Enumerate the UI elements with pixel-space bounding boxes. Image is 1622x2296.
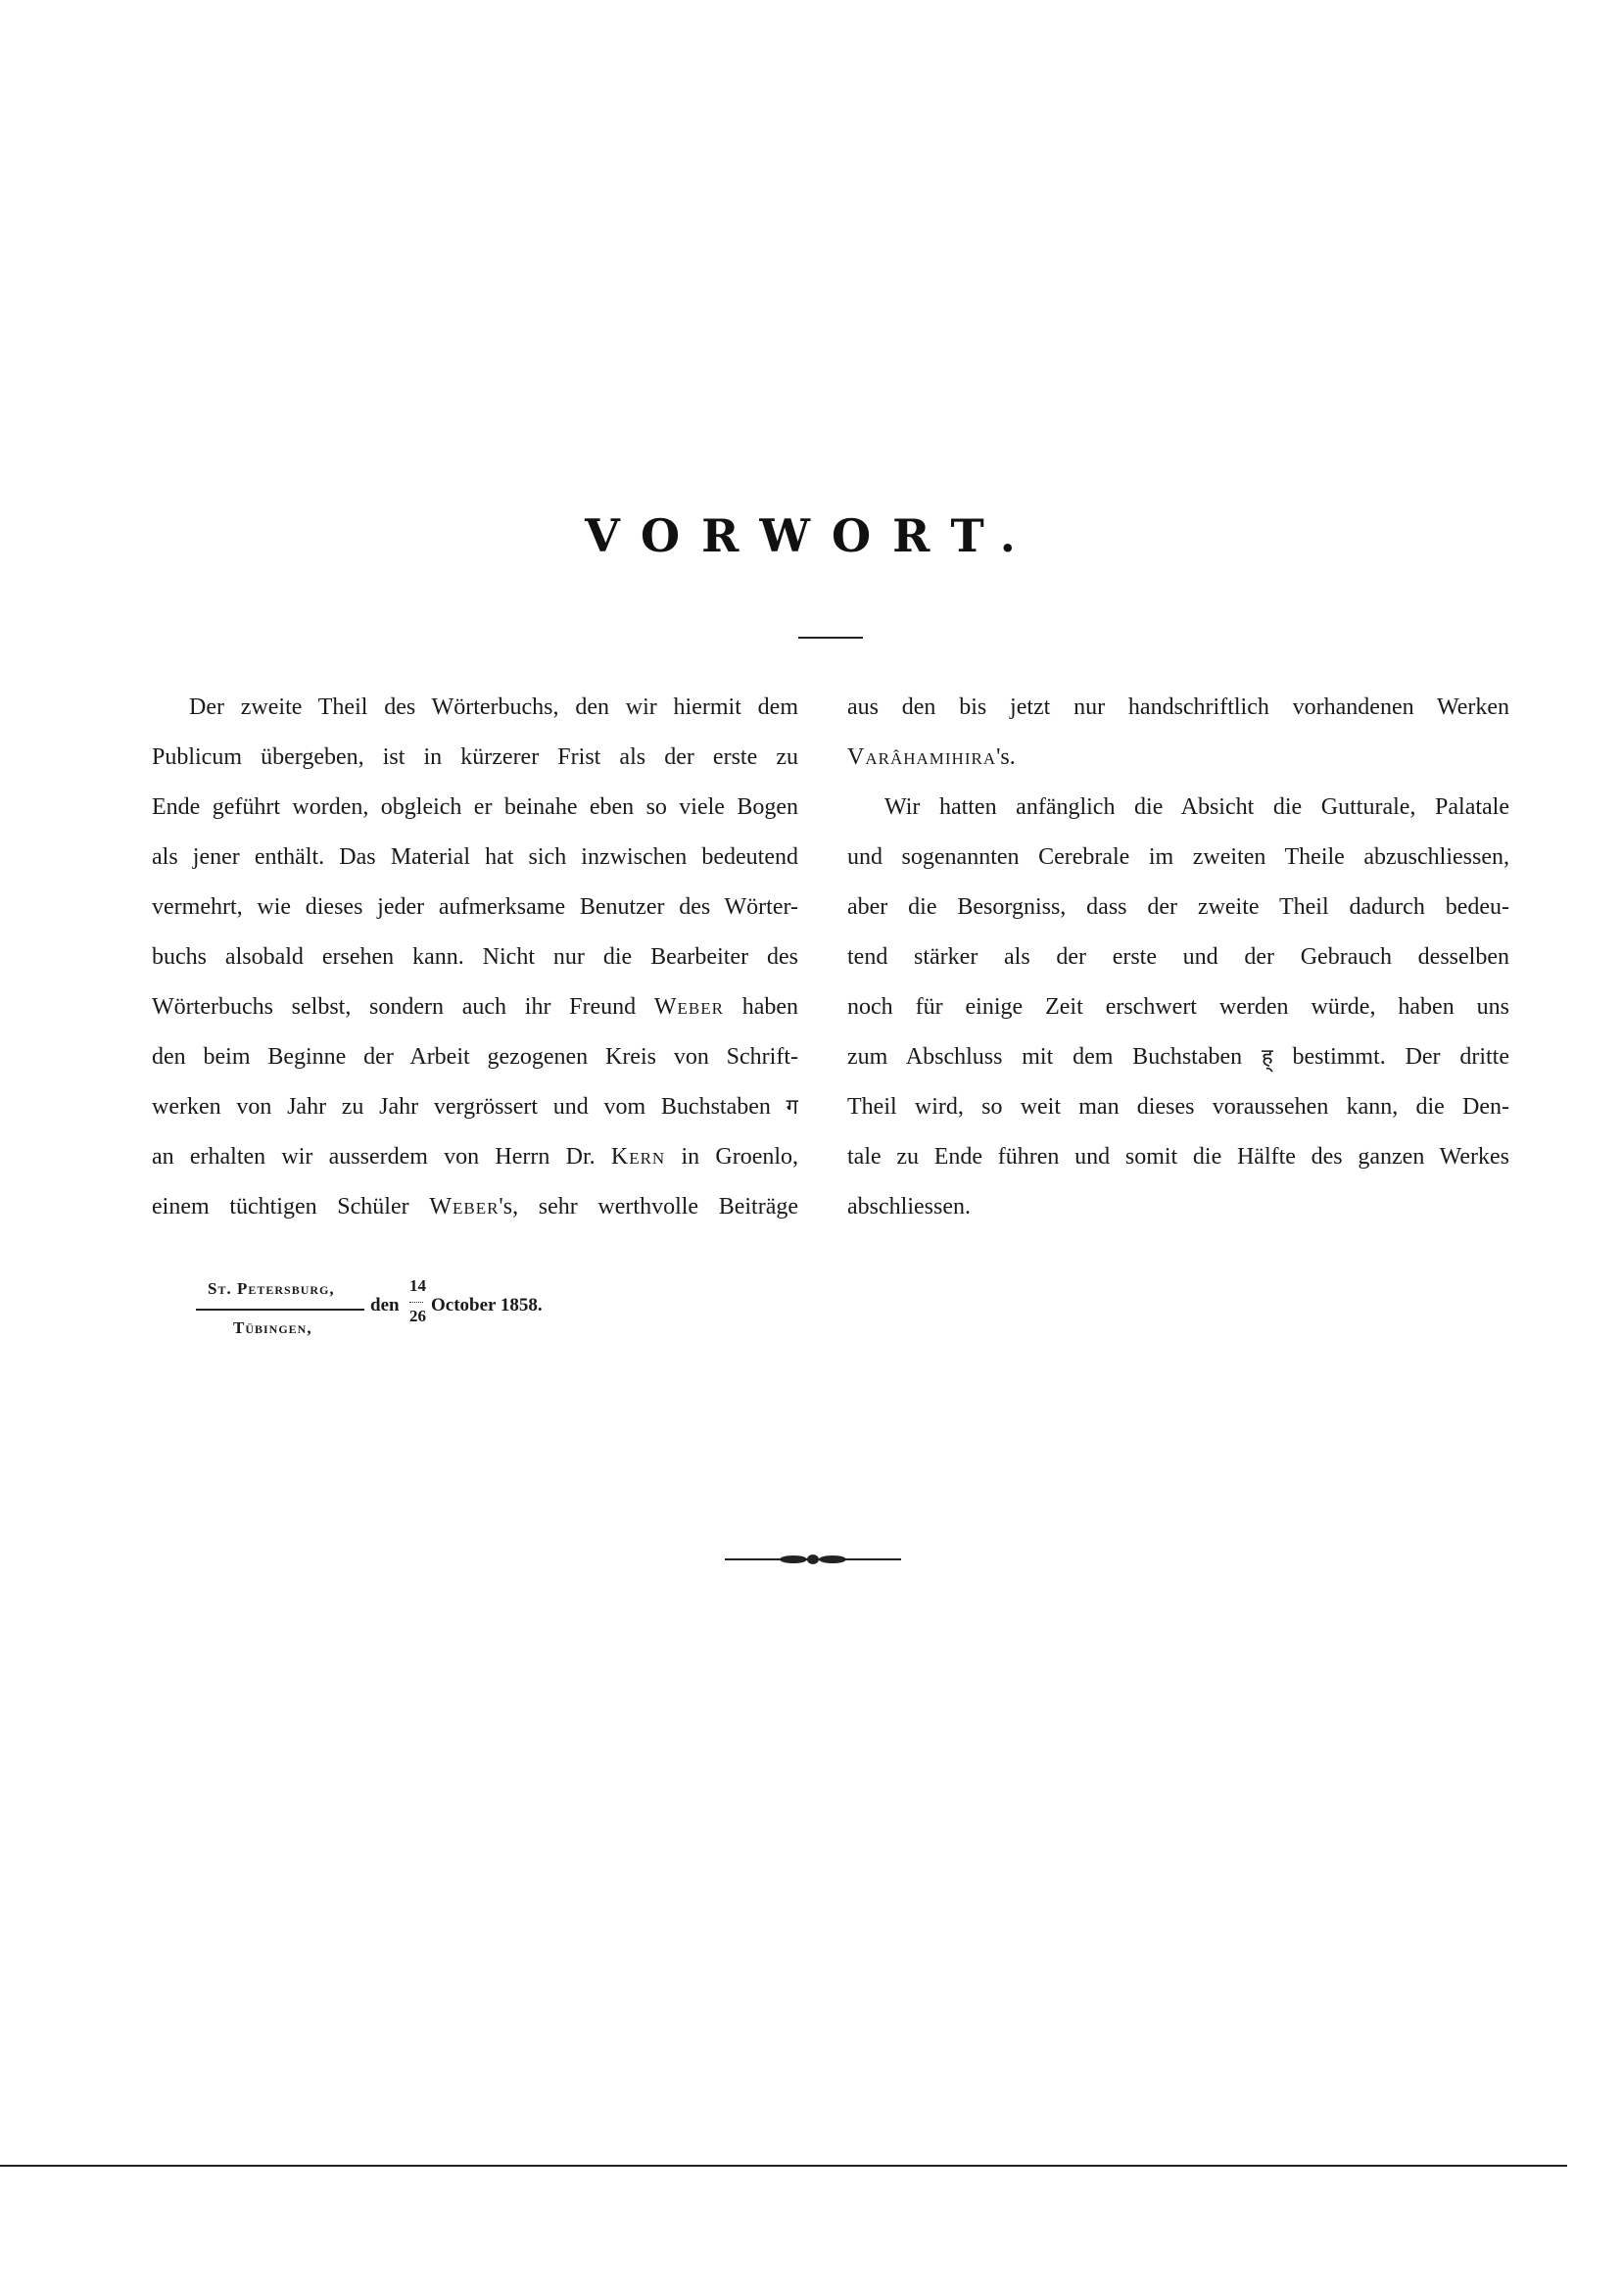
text-line: aus den bis jetzt nur handschriftlich vorhandenen Werken (847, 694, 1509, 720)
text-line: Ende geführt worden, obgleich er beinahe eben so viele Bogen (152, 794, 798, 820)
text-line: tend stärker als der erste und der Gebrauch desselben (847, 944, 1509, 970)
date-old-style-day: 14 (409, 1276, 426, 1295)
left-column (152, 683, 798, 1232)
text-line: noch für einige Zeit erschwert werden würde, haben uns (847, 994, 1509, 1020)
text-line: Wir hatten anfänglich die Absicht die Gutturale, Palatale (884, 794, 1509, 820)
text-line (152, 1182, 798, 1232)
text-line: Der zweite Theil des Wörterbuchs, den wir hiermit dem (189, 694, 798, 720)
signature-date: October 1858. (431, 1295, 543, 1315)
text-line: buchs alsobald ersehen kann. Nicht nur die Bearbeiter des (152, 944, 798, 970)
signature-place-tuebingen: Tübingen, (233, 1318, 312, 1337)
text-line: den beim Beginne der Arbeit gezogenen Kreis von Schrift- (152, 1044, 798, 1070)
signature-den: den (370, 1295, 400, 1315)
name-varahamihira: Varâhamihira (847, 744, 997, 770)
name-weber: Weber (429, 1194, 500, 1220)
date-fraction-bar (409, 1302, 423, 1303)
name-weber: Weber (653, 994, 724, 1020)
text-fragment: an erhalten wir ausserdem von Herrn Dr. (152, 1144, 596, 1170)
text-line: und sogenannten Cerebrale im zweiten Theile abzuschliessen, (847, 844, 1509, 870)
text-fragment: 's, sehr werthvolle Beiträge (499, 1194, 798, 1220)
text-line (847, 1032, 1509, 1082)
signature-place-petersburg: St. Petersburg, (208, 1279, 335, 1298)
signature-rule (196, 1309, 364, 1311)
text-line: Publicum übergeben, ist in kürzerer Frist als der erste zu (152, 744, 798, 770)
right-column (847, 683, 1509, 1232)
title-rule (798, 637, 863, 639)
devanagari-letter: ह् (1261, 1045, 1273, 1070)
text-fragment: bestimmt. Der dritte (1292, 1044, 1509, 1070)
text-line: tale zu Ende führen und somit die Hälfte des ganzen Werkes (847, 1144, 1509, 1170)
devanagari-letter: ग (786, 1095, 798, 1120)
text-fragment: einem tüchtigen Schüler (152, 1194, 409, 1220)
name-kern: Kern (610, 1144, 666, 1170)
text-line: als jener enthält. Das Material hat sich inzwischen bedeutend (152, 844, 798, 870)
text-fragment: in Groenlo, (681, 1144, 798, 1170)
text-fragment: haben (741, 994, 798, 1020)
ornament-divider (725, 1550, 901, 1569)
text-line (152, 1132, 798, 1182)
text-fragment: werken von Jahr zu Jahr vergrössert und vom Buchstaben (152, 1094, 771, 1120)
text-line: aber die Besorgniss, dass der zweite Theil dadurch bedeu- (847, 894, 1509, 920)
text-line: abschliessen. (847, 1194, 971, 1220)
text-line (152, 982, 798, 1032)
text-line (152, 1082, 798, 1132)
text-fragment: 's. (996, 744, 1016, 770)
date-new-style-day: 26 (409, 1307, 426, 1325)
text-fragment: zum Abschluss mit dem Buchstaben (847, 1044, 1243, 1070)
text-line: Theil wird, so weit man dieses voraussehen kann, die Den- (847, 1094, 1509, 1120)
text-line: vermehrt, wie dieses jeder aufmerksame Benutzer des Wörter- (152, 894, 798, 920)
text-fragment: Wörterbuchs selbst, sondern auch ihr Freund (152, 994, 637, 1020)
text-line (847, 733, 1509, 783)
page-title: VORWORT. (585, 509, 1037, 562)
page-bottom-rule (0, 2165, 1567, 2167)
